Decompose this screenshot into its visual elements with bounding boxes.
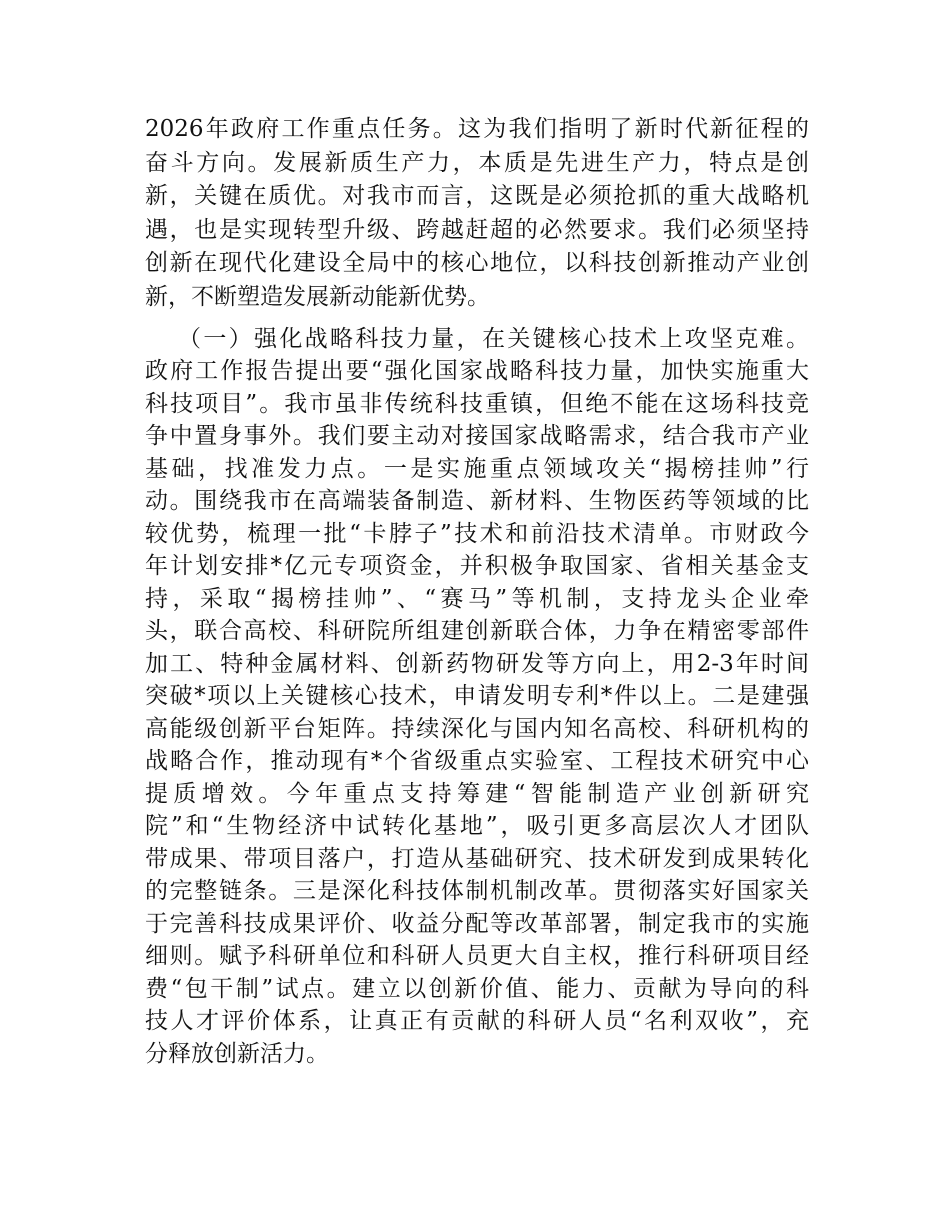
text-line: 基础，找准发力点。一是实施重点领域攻关“揭榜挂帅”行 — [145, 455, 809, 482]
text-line: 创新在现代化建设全局中的核心地位，以科技创新推动产业创 — [145, 250, 809, 277]
text-line: 于完善科技成果评价、收益分配等改革部署，制定我市的实施 — [145, 910, 809, 937]
text-line: 带成果、带项目落户，打造从基础研究、技术研发到成果转化 — [145, 845, 809, 872]
text-line: 分释放创新活力。 — [145, 1040, 329, 1067]
text-line: 技人才评价体系，让真正有贡献的科研人员“名利双收”，充 — [145, 1008, 809, 1035]
text-line: 较优势，梳理一批“卡脖子”技术和前沿技术清单。市财政今 — [145, 520, 809, 547]
text-line: （一）强化战略科技力量，在关键核心技术上攻坚克难。 — [178, 325, 809, 352]
text-line: 费“包干制”试点。建立以创新价值、能力、贡献为导向的科 — [145, 975, 809, 1002]
text-line: 院”和“生物经济中试转化基地”，吸引更多高层次人才团队 — [145, 813, 809, 840]
text-line: 2026年政府工作重点任务。这为我们指明了新时代新征程的 — [145, 116, 809, 142]
text-line: 政府工作报告提出要“强化国家战略科技力量，加快实施重大 — [145, 358, 809, 385]
text-line: 新，不断塑造发展新动能新优势。 — [145, 283, 490, 310]
text-line: 遇，也是实现转型升级、跨越赶超的必然要求。我们必须坚持 — [145, 216, 809, 243]
text-line: 奋斗方向。发展新质生产力，本质是先进生产力，特点是创 — [145, 149, 809, 176]
text-line: 战略合作，推动现有*个省级重点实验室、工程技术研究中心 — [145, 748, 809, 775]
text-line: 提质增效。今年重点支持筹建“智能制造产业创新研究 — [145, 780, 809, 807]
text-line: 争中置身事外。我们要主动对接国家战略需求，结合我市产业 — [145, 423, 809, 450]
text-line: 突破*项以上关键核心技术，申请发明专利*件以上。二是建强 — [145, 683, 809, 710]
text-line: 头，联合高校、科研院所组建创新联合体，力争在精密零部件 — [145, 618, 809, 645]
text-line: 细则。赋予科研单位和科研人员更大自主权，推行科研项目经 — [145, 943, 809, 970]
paragraph-intro — [145, 113, 809, 315]
text-line: 科技项目”。我市虽非传统科技重镇，但绝不能在这场科技竞 — [145, 390, 809, 417]
text-line: 年计划安排*亿元专项资金，并积极争取国家、省相关基金支 — [145, 553, 809, 580]
text-line: 加工、特种金属材料、创新药物研发等方向上，用2-3年时间 — [145, 650, 809, 677]
text-line: 动。围绕我市在高端装备制造、新材料、生物医药等领域的比 — [145, 488, 809, 515]
paragraph-section-1 — [145, 323, 809, 1071]
text-line: 的完整链条。三是深化科技体制机制改革。贯彻落实好国家关 — [145, 878, 809, 905]
text-line: 持，采取“揭榜挂帅”、“赛马”等机制，支持龙头企业牵 — [145, 585, 809, 612]
text-line: 高能级创新平台矩阵。持续深化与国内知名高校、科研机构的 — [145, 715, 809, 742]
text-line: 新，关键在质优。对我市而言，这既是必须抢抓的重大战略机 — [145, 183, 809, 210]
document-page — [145, 113, 809, 1070]
